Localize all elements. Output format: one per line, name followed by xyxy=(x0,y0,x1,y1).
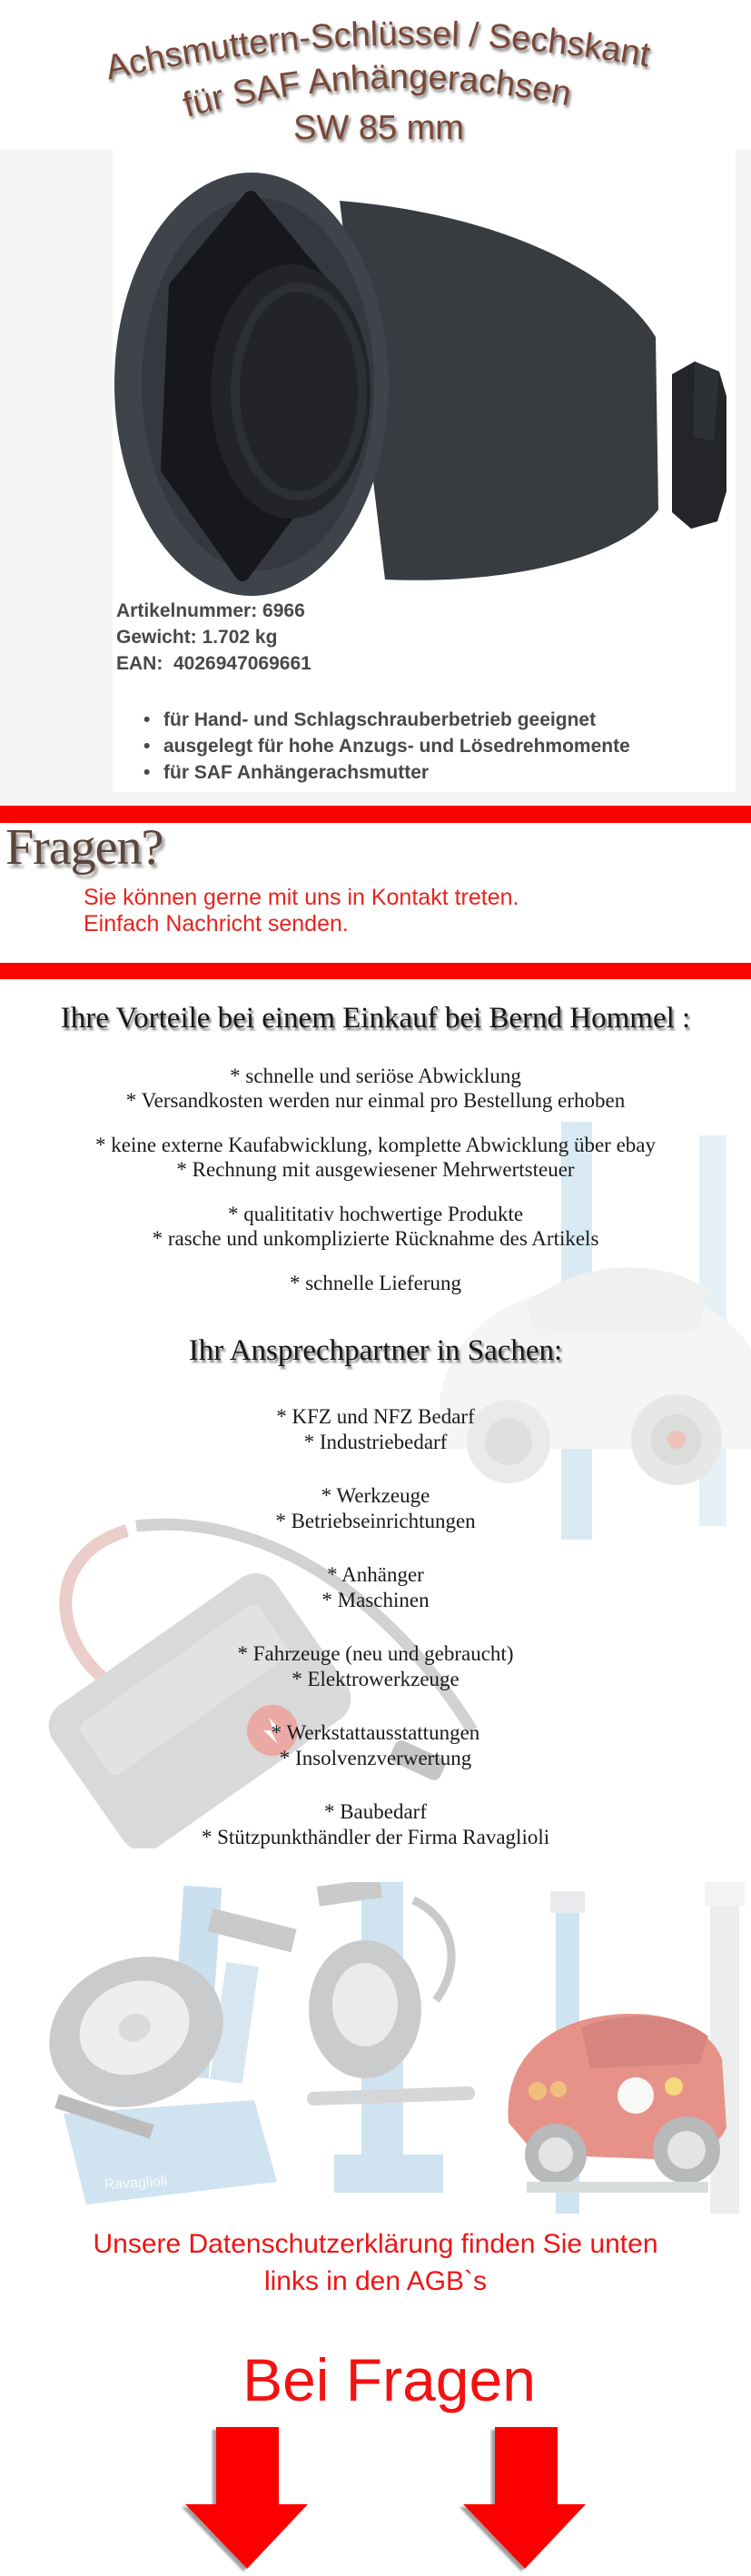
feature-item: • für Hand- und Schlagschrauberbetrieb geeignet xyxy=(143,707,630,733)
feature-item: • für SAF Anhängerachsmutter xyxy=(143,759,630,786)
red-divider-bottom xyxy=(0,963,751,979)
topic-item: * Fahrzeuge (neu und gebraucht) xyxy=(237,1642,514,1665)
contact-text xyxy=(84,885,519,937)
topic-item: * Werkzeuge xyxy=(321,1484,430,1507)
post-cap xyxy=(705,1882,745,1906)
questions-heading: Fragen? xyxy=(5,819,163,876)
rear-window xyxy=(581,2016,708,2068)
product-photo xyxy=(113,169,736,600)
weight: Gewicht: 1.702 kg xyxy=(116,627,278,648)
feature-list xyxy=(143,707,630,786)
benefit-group xyxy=(0,1202,751,1251)
topic-group xyxy=(0,1799,751,1850)
privacy-line: links in den AGB`s xyxy=(263,2266,488,2296)
benefit-item: * Versandkosten werden nur einmal pro Bestellung erhoben xyxy=(125,1089,626,1112)
topic-item: * Industriebedarf xyxy=(303,1431,448,1453)
topic-group xyxy=(0,1720,751,1771)
benefit-item: * rasche und unkomplizierte Rücknahme des Artikels xyxy=(152,1227,599,1250)
taillight xyxy=(550,2081,567,2097)
down-arrows xyxy=(0,2416,751,2576)
workshop-machines-image xyxy=(0,1882,751,2232)
topic-group xyxy=(0,1404,751,1455)
post-cap xyxy=(550,1891,585,1913)
topic-item: * Maschinen xyxy=(321,1589,430,1611)
ean: EAN: 4026947069661 xyxy=(116,653,311,674)
topic-group xyxy=(0,1641,751,1692)
product-details xyxy=(116,598,311,677)
topic-group xyxy=(0,1562,751,1613)
benefit-group xyxy=(0,1064,751,1113)
down-arrow-icon xyxy=(185,2427,308,2569)
benefit-item: * schnelle Lieferung xyxy=(289,1272,462,1294)
bei-fragen-heading: Bei Fragen xyxy=(242,2346,536,2413)
benefit-item: * keine externe Kaufabwicklung, komplette Abwicklung über ebay xyxy=(95,1134,656,1156)
benefits-list xyxy=(0,1064,751,1315)
benefit-group xyxy=(0,1133,751,1182)
title-line-2: für SAF Anhängerachsen xyxy=(179,58,575,125)
rim xyxy=(332,1963,398,2046)
socket-illustration xyxy=(114,173,726,596)
changer-arm xyxy=(207,1908,296,1952)
topic-item: * Anhänger xyxy=(327,1563,424,1586)
contact-line: Einfach Nachricht senden. xyxy=(84,911,349,936)
machine-hose xyxy=(413,1900,451,2000)
benefits-heading: Ihre Vorteile bei einem Einkauf bei Bernd Hommel : xyxy=(60,1002,691,1035)
taillight xyxy=(529,2082,547,2100)
topic-group xyxy=(0,1483,751,1534)
benefit-group xyxy=(0,1271,751,1295)
topic-item: * Stützpunkthändler der Firma Ravaglioli xyxy=(201,1826,550,1848)
rim xyxy=(667,2131,706,2169)
topic-item: * Baubedarf xyxy=(323,1800,428,1823)
topic-item: * Betriebseinrichtungen xyxy=(275,1510,476,1532)
topic-item: * KFZ und NFZ Bedarf xyxy=(276,1405,475,1428)
shell-logo xyxy=(665,2077,683,2095)
article-number: Artikelnummer: 6966 xyxy=(116,600,305,621)
title-line-3: SW 85 mm xyxy=(293,109,464,147)
privacy-line: Unsere Datenschutzerklärung finden Sie unten xyxy=(93,2229,658,2259)
privacy-note xyxy=(0,2225,751,2300)
benefit-item: * schnelle und seriöse Abwicklung xyxy=(230,1065,521,1087)
race-roundel xyxy=(618,2077,654,2114)
title-line-1: Achsmuttern-Schlüssel / Sechskant xyxy=(102,15,653,88)
tire-changer-image xyxy=(26,1886,297,2204)
rim xyxy=(539,2137,573,2172)
topics-heading: Ihr Ansprechpartner in Sachen: xyxy=(188,1334,563,1367)
topic-item: * Werkstattausstattungen xyxy=(271,1721,480,1744)
feature-item: • ausgelegt für hohe Anzugs- und Lösedrehmomente xyxy=(143,733,630,759)
topic-item: * Elektrowerkzeuge xyxy=(292,1668,459,1690)
ravaglioli-label: Ravaglioli xyxy=(104,2174,168,2193)
topics-list xyxy=(0,1404,751,1878)
tire-machine-image xyxy=(307,1882,475,2193)
lift-arm xyxy=(527,2182,708,2193)
benefit-item: * Rechnung mit ausgewiesener Mehrwertsteuer xyxy=(176,1158,575,1181)
product-title xyxy=(0,0,751,159)
ferrari-lift-image xyxy=(508,1882,745,2214)
contact-line: Sie können gerne mit uns in Kontakt treten. xyxy=(84,885,519,910)
down-arrow-icon xyxy=(463,2427,586,2569)
topic-item: * Insolvenzverwertung xyxy=(279,1747,472,1769)
machine-base xyxy=(334,2155,443,2193)
benefit-item: * qualititativ hochwertige Produkte xyxy=(227,1203,524,1225)
